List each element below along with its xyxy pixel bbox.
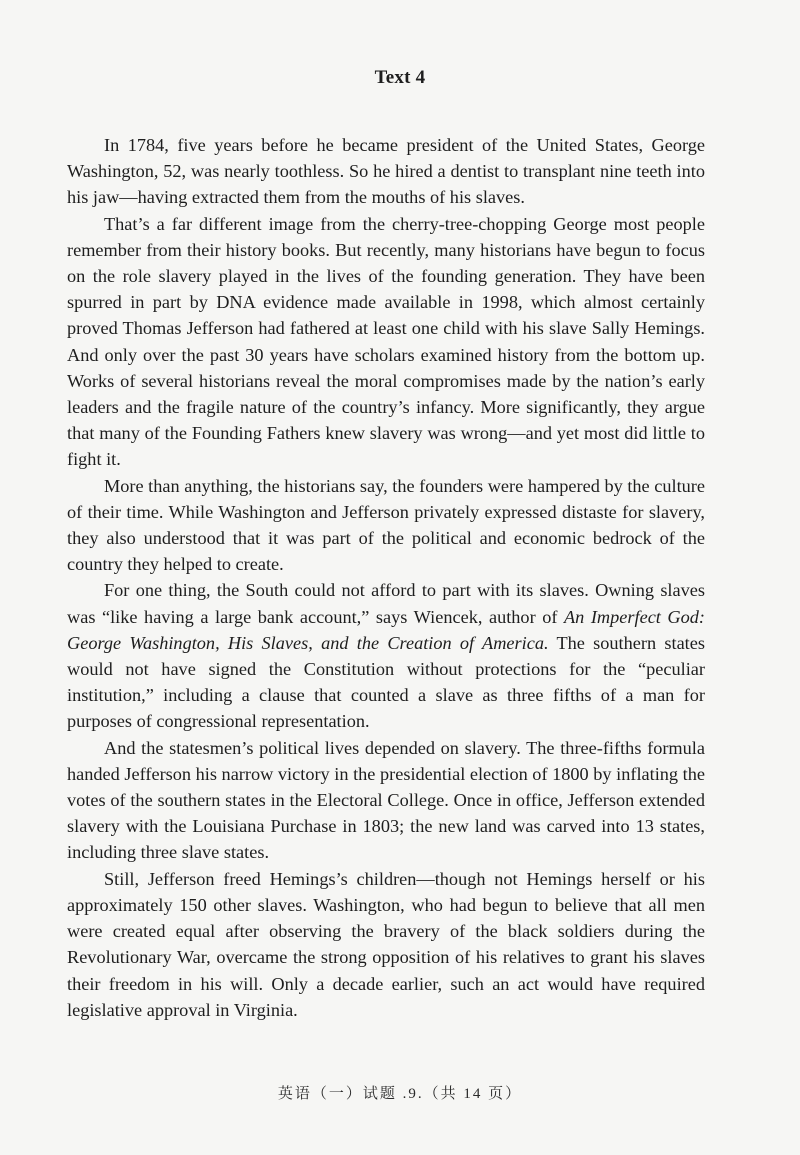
passage-body bbox=[67, 132, 705, 1023]
paragraph-2-text: That’s a far different image from the cherry-tree-chopping George most people remember from their history books. But recently, many historians have begun to focus on the role slavery played in the lives of the founding generation. They have been spurred in part by DNA evidence made available in 1998, which almost certainly proved Thomas Jefferson had fathered at least one child with his slave Sally Hemings. And only over the past 30 years have scholars examined history from the bottom up. Works of several historians reveal the moral compromises made by the nation’s early leaders and the fragile nature of the country’s infancy. More significantly, they argue that many of the Founding Fathers knew slavery was wrong—and yet most did little to fight it. bbox=[67, 213, 705, 470]
paragraph-6-text: Still, Jefferson freed Hemings’s children—though not Hemings herself or his approximately 150 other slaves. Washington, who had begun to believe that all men were created equal after observing the bravery of the black soldiers during the Revolutionary War, overcame the strong opposition of his relatives to grant his slaves their freedom in his will. Only a decade earlier, such an act would have required legislative approval in Virginia. bbox=[67, 868, 705, 1020]
paragraph-4-text-end: The southern states would not have signed the Constitution without protections for the “peculiar institution,” including a clause that counted a slave as three fifths of a man for purposes of congressional representation. bbox=[67, 632, 705, 732]
paragraph-4-text-start: For one thing, the South could not afford to part with its slaves. Owning slaves was “like having a large bank account,” says Wiencek, author of bbox=[67, 580, 705, 627]
passage-title: Text 4 bbox=[374, 67, 426, 88]
paragraph-3-text: More than anything, the historians say, the founders were hampered by the culture of their time. While Washington and Jefferson privately expressed distaste for slavery, they also understood that it was part of the political and economic bedrock of the country they helped to create. bbox=[67, 475, 705, 575]
book-title: An Imperfect God: George Washington, His Slaves, and the Creation of America. bbox=[67, 606, 705, 653]
paragraph-6 bbox=[67, 866, 705, 1023]
paragraph-5-text: And the statesmen’s political lives depended on slavery. The three-fifths formula handed Jefferson his narrow victory in the presidential election of 1800 by inflating the votes of the southern states in the Electoral College. Once in office, Jefferson extended slavery with the Louisiana Purchase in 1803; the new land was carved into 13 states, including three slave states. bbox=[67, 737, 705, 863]
paragraph-3 bbox=[67, 473, 705, 578]
paragraph-4 bbox=[67, 577, 705, 734]
paragraph-2 bbox=[67, 211, 705, 473]
paragraph-1 bbox=[67, 132, 705, 211]
page-footer: 英语（一）试题 .9.（共 14 页） bbox=[277, 1086, 523, 1102]
paragraph-1-text: In 1784, five years before he became president of the United States, George Washington, 52, was nearly toothless. So he hired a dentist to transplant nine teeth into his jaw—having extracted them from the mouths of his slaves. bbox=[67, 135, 705, 208]
paragraph-5 bbox=[67, 735, 705, 866]
